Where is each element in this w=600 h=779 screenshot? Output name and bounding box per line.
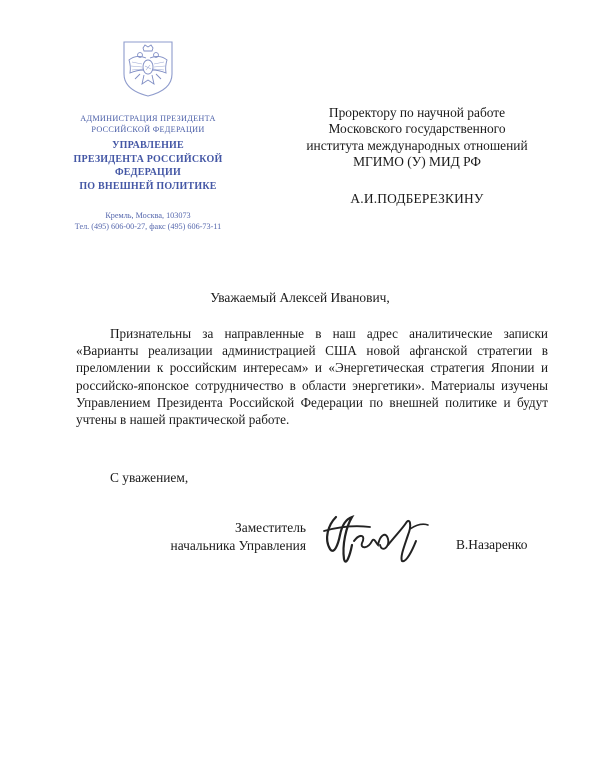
closing: С уважением, (110, 470, 189, 485)
letterhead-department (40, 139, 256, 193)
salutation: Уважаемый Алексей Иванович, (210, 290, 390, 305)
addressee-line: Московского государственного (328, 121, 506, 137)
dept-line: ПРЕЗИДЕНТА РОССИЙСКОЙ ФЕДЕРАЦИИ (73, 153, 223, 178)
signer-title (128, 519, 306, 555)
dept-line: УПРАВЛЕНИЕ (112, 140, 184, 151)
addressee-name: А.И.ПОДБЕРЕЗКИНУ (350, 190, 484, 206)
letter-body: Признательны за направленные в наш адрес аналитические записки «Варианты реализации администрацией США новой афганской стратегии в преломлении к российским интересам» и «Энергетическая стратегия Японии и российско-японское сотрудничество в области энергетики». Материалы изучены Управлением Президента Российской Федерации по внешней политике и будут учтены в нашей практической работе. (76, 326, 548, 428)
signer-title-line: Заместитель (235, 520, 306, 535)
dept-line: ПО ВНЕШНЕЙ ПОЛИТИКЕ (79, 180, 217, 192)
handwritten-signature-icon (316, 505, 434, 575)
addressee-line: института международных отношений (306, 137, 528, 153)
letterhead-phones: Тел. (495) 606-00-27, факс (495) 606-73-11 (74, 221, 222, 231)
addressee-block (286, 105, 548, 207)
letterhead-address: Кремль, Москва, 103073 (105, 211, 191, 220)
signer-title-line: начальника Управления (170, 538, 306, 553)
signer-name: В.Назаренко (456, 537, 528, 552)
admin-line: АДМИНИСТРАЦИЯ ПРЕЗИДЕНТА (80, 114, 216, 123)
addressee-line: МГИМО (У) МИД РФ (353, 154, 481, 170)
letterhead-administration (40, 113, 256, 135)
addressee-line: Проректору по научной работе (328, 105, 506, 120)
double-headed-eagle-emblem-icon (122, 40, 174, 98)
letterhead (40, 113, 256, 232)
admin-line: РОССИЙСКОЙ ФЕДЕРАЦИИ (91, 125, 205, 134)
letterhead-contacts (40, 211, 256, 232)
